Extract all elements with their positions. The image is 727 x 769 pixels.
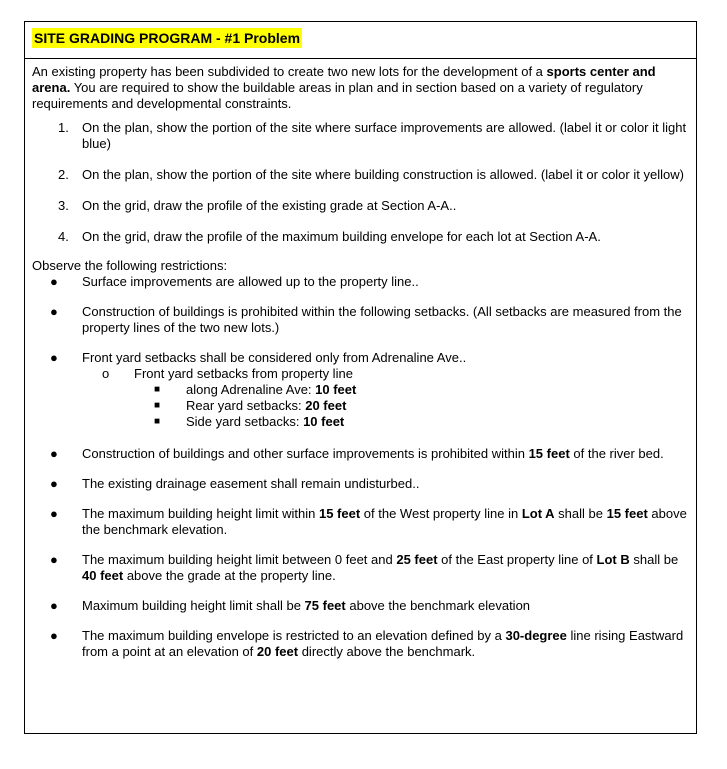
bullet-icon: ●	[50, 476, 58, 491]
list-item: ● Maximum building height limit shall be 75 feet above the benchmark elevation	[50, 598, 531, 613]
bullet-icon: ●	[50, 446, 58, 461]
list-item: 2. On the plan, show the portion of the site where building construction is allowed. (label it or color it yellow)	[58, 167, 684, 182]
square-bullet-icon: ■	[154, 416, 161, 427]
bullet-icon: ●	[50, 350, 58, 365]
document-body	[32, 64, 719, 660]
list-item: ● Construction of buildings is prohibited within the following setbacks. (All setbacks are measured from the property lines of the two new lots.)	[50, 304, 682, 335]
list-item: ● The existing drainage easement shall remain undisturbed..	[50, 476, 420, 491]
list-item: ■ along Adrenaline Ave: 10 feet	[154, 382, 357, 397]
title-row	[25, 22, 696, 59]
list-item: 3. On the grid, draw the profile of the existing grade at Section A-A..	[58, 198, 457, 213]
square-bullet-icon: ■	[154, 384, 161, 395]
restrictions-list	[32, 274, 719, 366]
bullet-icon: ●	[50, 628, 58, 643]
list-item: ● The maximum building envelope is restricted to an elevation defined by a 30-degree line rising Eastward from a point at an elevation of 20 feet directly above the benchmark.	[50, 628, 684, 659]
list-item: ● The maximum building height limit between 0 feet and 25 feet of the East property line of Lot B shall be 40 feet above the grade at the property line.	[50, 552, 679, 583]
list-item: ● Construction of buildings and other surface improvements is prohibited within 15 feet of the river bed.	[50, 446, 664, 461]
bullet-icon: ●	[50, 304, 58, 319]
bullet-icon: ●	[50, 274, 58, 289]
bullet-icon: ●	[50, 552, 58, 567]
page-title: SITE GRADING PROGRAM - #1 Problem	[34, 30, 301, 46]
list-item: ■ Rear yard setbacks: 20 feet	[154, 398, 347, 413]
list-item: ■ Side yard setbacks: 10 feet	[154, 414, 345, 429]
list-item: 1. On the plan, show the portion of the site where surface improvements are allowed. (label it or color it light blue)	[58, 120, 687, 151]
setback-sublist: o Front yard setbacks from property line	[102, 366, 353, 381]
list-item: ● The maximum building height limit within 15 feet of the West property line in Lot A shall be 15 feet above the benchmark elevation.	[50, 506, 687, 537]
task-list	[32, 120, 719, 245]
circle-bullet-icon: o	[102, 366, 110, 381]
restrictions-list-continued	[32, 446, 719, 660]
bullet-icon: ●	[50, 506, 58, 521]
list-item: 4. On the grid, draw the profile of the maximum building envelope for each lot at Section A-A.	[58, 229, 601, 244]
square-bullet-icon: ■	[154, 400, 161, 411]
list-item: ● Front yard setbacks shall be considered only from Adrenaline Ave..	[50, 350, 467, 365]
restrictions-heading: Observe the following restrictions:	[32, 258, 228, 273]
list-item: ● Surface improvements are allowed up to the property line..	[50, 274, 419, 289]
intro-paragraph: An existing property has been subdivided to create two new lots for the development of a sports center and arena. You are required to show the buildable areas in plan and in section based on a variety of regulatory requirements and developmental constraints.	[32, 64, 656, 111]
bullet-icon: ●	[50, 598, 58, 613]
